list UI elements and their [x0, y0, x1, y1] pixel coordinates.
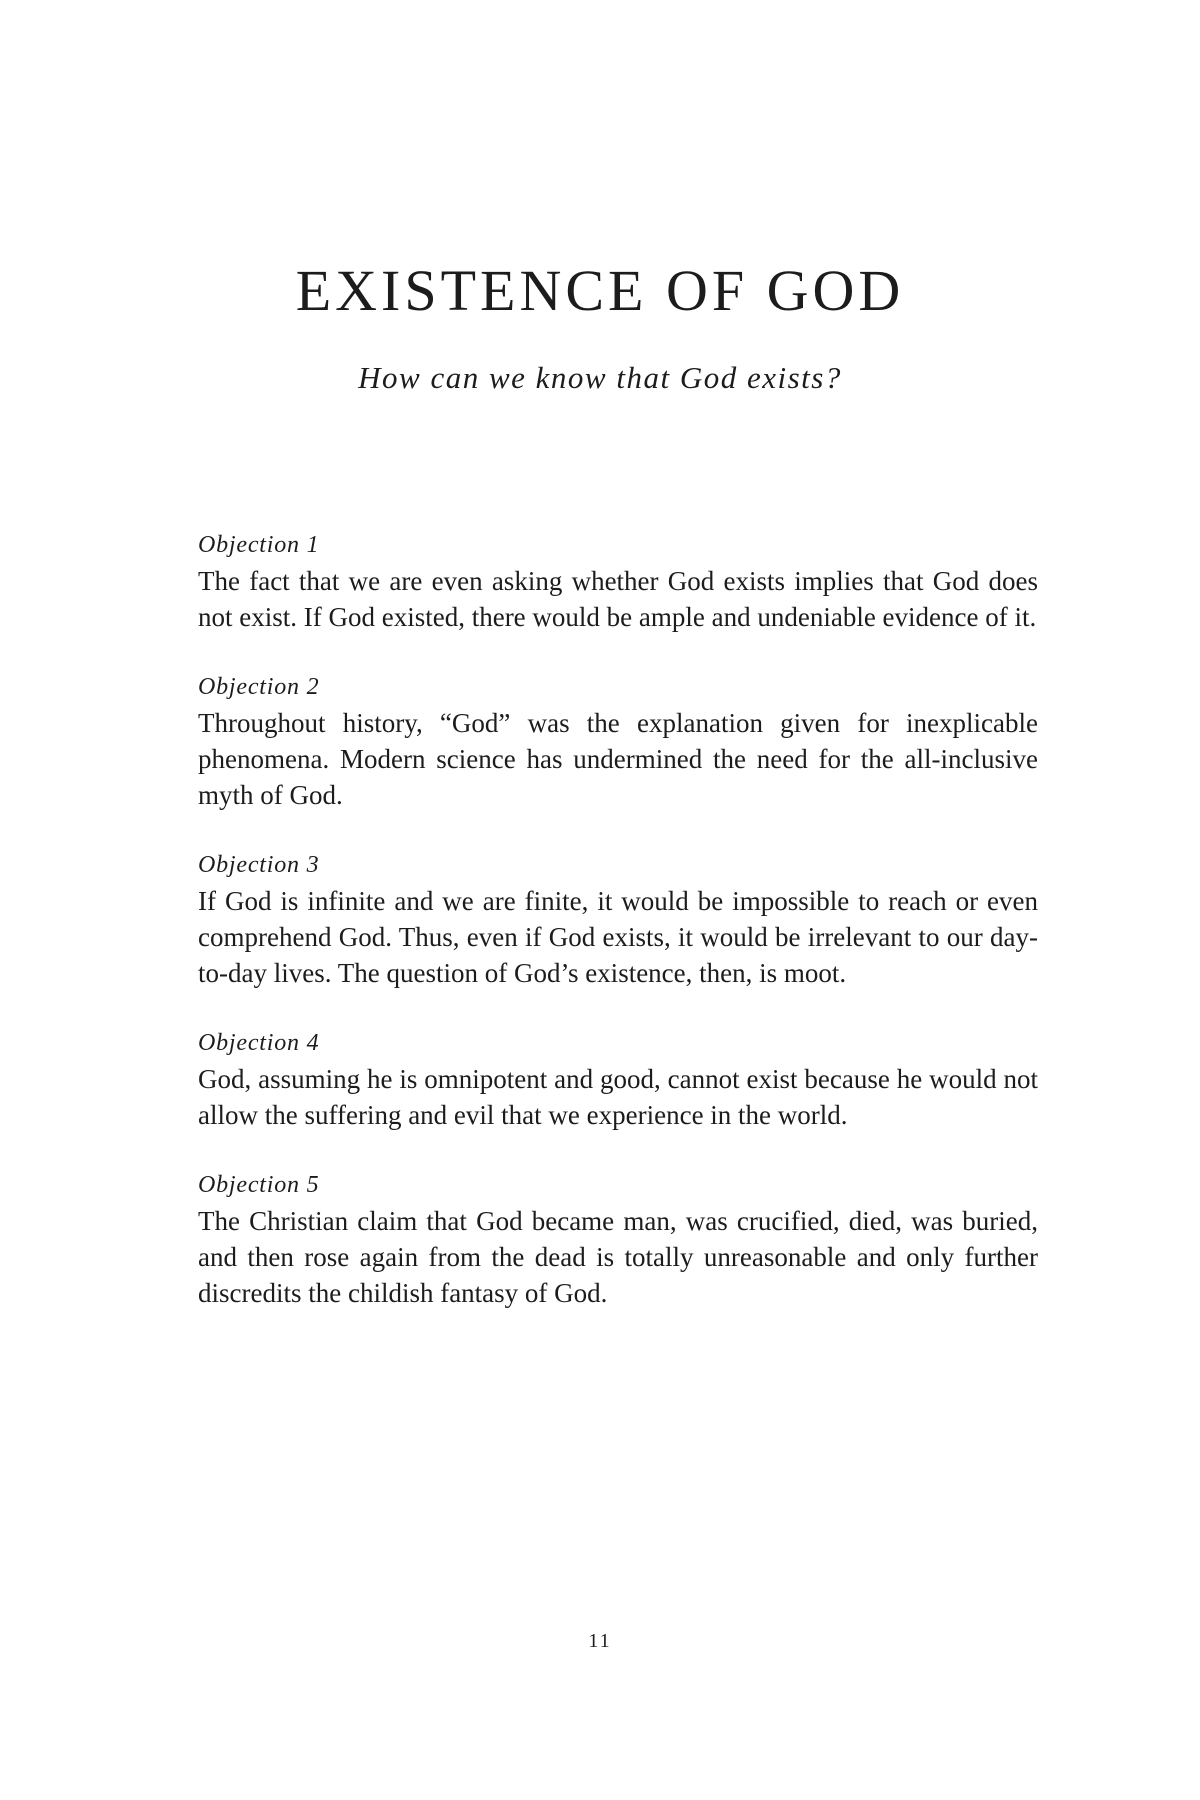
objection-2 — [198, 669, 1038, 813]
objection-label: Objection 4 — [198, 1030, 320, 1056]
objection-3 — [198, 847, 1038, 991]
objections-list — [198, 527, 1038, 1345]
objection-text: If God is infinite and we are finite, it would be impossible to reach or even comprehend God. Thus, even if God exists, it would be irrelevant to our day-to-day lives. The question of God’s existence, then, is moot. — [198, 886, 1038, 988]
objection-4 — [198, 1025, 1038, 1133]
objection-text: Throughout history, “God” was the explanation given for inexplicable phenomena. Modern science has undermined the need for the all-inclusive myth of God. — [198, 708, 1038, 810]
objection-label: Objection 5 — [198, 1172, 320, 1198]
objection-text: The fact that we are even asking whether God exists implies that God does not exist. If God existed, there would be ample and undeniable evidence of it. — [198, 566, 1038, 632]
objection-label: Objection 3 — [198, 852, 320, 878]
chapter-title: EXISTENCE OF GOD — [295, 258, 905, 323]
chapter-subtitle: How can we know that God exists? — [358, 360, 842, 395]
objection-5 — [198, 1167, 1038, 1311]
objection-text: God, assuming he is omnipotent and good, cannot exist because he would not allow the suffering and evil that we experience in the world. — [198, 1064, 1038, 1130]
objection-1 — [198, 527, 1038, 635]
page-number: 11 — [588, 1630, 612, 1652]
objection-text: The Christian claim that God became man, was crucified, died, was buried, and then rose again from the dead is totally unreasonable and only further discredits the childish fantasy of God. — [198, 1206, 1038, 1308]
objection-label: Objection 1 — [198, 532, 320, 558]
objection-label: Objection 2 — [198, 674, 320, 700]
